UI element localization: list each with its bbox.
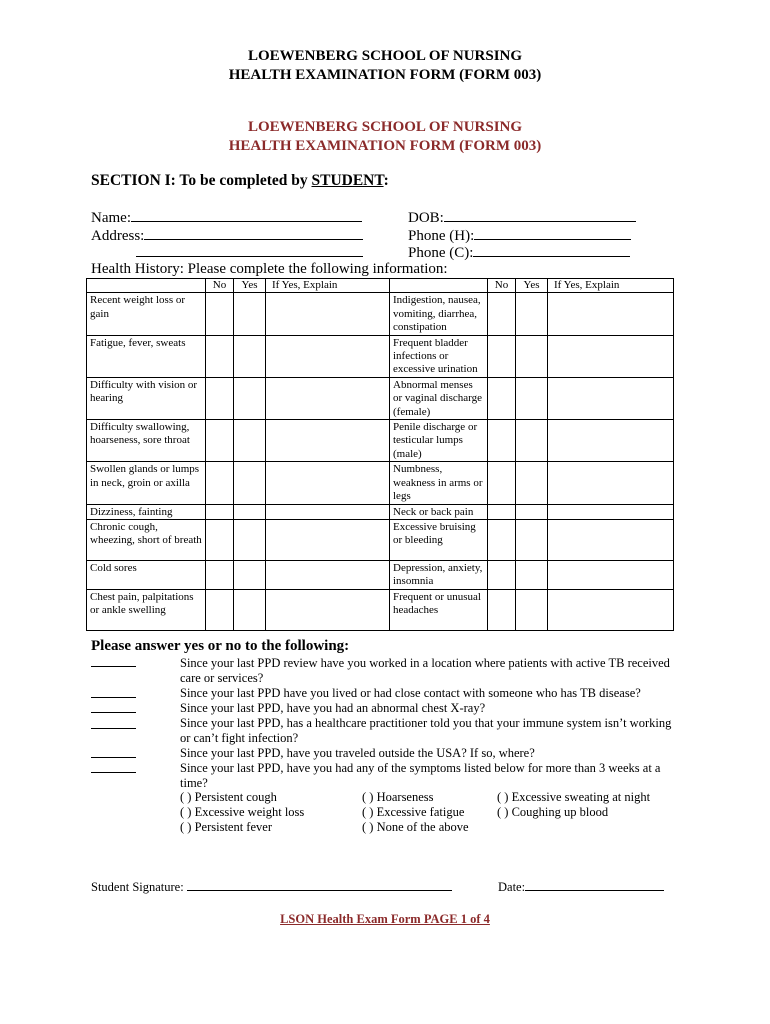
health-history-intro: Health History: Please complete the following information: [91, 261, 448, 277]
condition-right: Excessive bruising or bleeding [390, 519, 488, 560]
condition-left: Difficulty swallowing, hoarseness, sore throat [87, 420, 206, 462]
condition-left: Swollen glands or lumps in neck, groin or axilla [87, 462, 206, 504]
condition-left: Recent weight loss or gain [87, 293, 206, 335]
phone-c-field[interactable] [408, 242, 630, 262]
address-line-2[interactable] [136, 256, 363, 257]
no-cell[interactable] [488, 293, 516, 335]
address-field[interactable] [91, 225, 363, 245]
explain-cell[interactable] [266, 589, 390, 630]
no-cell[interactable] [488, 519, 516, 560]
section-heading [91, 172, 389, 190]
explain-cell[interactable] [548, 293, 674, 335]
condition-left: Difficulty with vision or hearing [87, 377, 206, 419]
condition-left: Fatigue, fever, sweats [87, 335, 206, 377]
table-row [87, 377, 674, 419]
no-cell[interactable] [488, 504, 516, 519]
explain-cell[interactable] [548, 560, 674, 589]
symptom-fatigue[interactable]: ( ) Excessive fatigue [362, 805, 465, 819]
address-line[interactable] [144, 225, 363, 240]
no-cell[interactable] [488, 560, 516, 589]
no-cell[interactable] [206, 462, 234, 504]
explain-cell[interactable] [548, 420, 674, 462]
table-row [87, 335, 674, 377]
yes-cell[interactable] [234, 293, 266, 335]
header-explain-right: If Yes, Explain [548, 279, 674, 293]
explain-cell[interactable] [548, 504, 674, 519]
explain-cell[interactable] [548, 589, 674, 630]
table-row [87, 560, 674, 589]
header-blank-right [390, 279, 488, 293]
yes-no-heading: Please answer yes or no to the following: [91, 638, 350, 654]
condition-right: Numbness, weakness in arms or legs [390, 462, 488, 504]
yes-cell[interactable] [516, 504, 548, 519]
answer-blank-6[interactable] [91, 772, 136, 773]
table-row [87, 519, 674, 560]
answer-blank-4[interactable] [91, 728, 136, 729]
answer-blank-2[interactable] [91, 697, 136, 698]
question-6: Since your last PPD, have you had any of the symptoms listed below for more than 3 weeks at a time? [180, 761, 661, 790]
yes-cell[interactable] [234, 462, 266, 504]
signature-label: Student Signature: [91, 880, 184, 894]
yes-cell[interactable] [516, 420, 548, 462]
symptom-weight-loss[interactable]: ( ) Excessive weight loss [180, 805, 305, 819]
yes-cell[interactable] [516, 589, 548, 630]
table-row [87, 462, 674, 504]
yes-cell[interactable] [516, 519, 548, 560]
condition-right: Indigestion, nausea, vomiting, diarrhea, constipation [390, 293, 488, 335]
yes-cell[interactable] [234, 560, 266, 589]
symptom-coughing-blood[interactable]: ( ) Coughing up blood [497, 805, 609, 819]
explain-cell[interactable] [266, 335, 390, 377]
no-cell[interactable] [206, 335, 234, 377]
condition-right: Neck or back pain [390, 504, 488, 519]
symptom-hoarseness[interactable]: ( ) Hoarseness [362, 790, 434, 804]
school-name: LOEWENBERG SCHOOL OF NURSING [247, 48, 523, 64]
date-line[interactable] [525, 878, 664, 891]
signature-line[interactable] [187, 878, 452, 891]
no-cell[interactable] [206, 420, 234, 462]
explain-cell[interactable] [266, 377, 390, 419]
header-no-right: No [488, 279, 516, 293]
section-suffix: : [383, 172, 389, 189]
question-2: Since your last PPD have you lived or had close contact with someone who has TB disease? [180, 686, 641, 700]
form-title-red: HEALTH EXAMINATION FORM (FORM 003) [228, 138, 542, 154]
no-cell[interactable] [488, 377, 516, 419]
phone-h-line[interactable] [474, 225, 631, 240]
yes-cell[interactable] [516, 293, 548, 335]
no-cell[interactable] [488, 589, 516, 630]
phone-c-line[interactable] [473, 242, 630, 257]
yes-cell[interactable] [516, 560, 548, 589]
phone-c-label: Phone (C): [408, 245, 474, 261]
table-row [87, 420, 674, 462]
no-cell[interactable] [488, 462, 516, 504]
header-yes-right: Yes [516, 279, 548, 293]
explain-cell[interactable] [548, 335, 674, 377]
no-cell[interactable] [206, 504, 234, 519]
yes-cell[interactable] [516, 462, 548, 504]
table-row [87, 504, 674, 519]
dob-label: DOB: [408, 210, 444, 226]
explain-cell[interactable] [266, 420, 390, 462]
answer-blank-1[interactable] [91, 666, 136, 667]
explain-cell[interactable] [266, 462, 390, 504]
condition-right: Penile discharge or testicular lumps (male) [390, 420, 488, 462]
explain-cell[interactable] [266, 293, 390, 335]
no-cell[interactable] [206, 589, 234, 630]
yes-cell[interactable] [234, 589, 266, 630]
explain-cell[interactable] [548, 519, 674, 560]
dob-field[interactable] [408, 207, 636, 227]
question-4: Since your last PPD, has a healthcare practitioner told you that your immune system isn’t working or can’t fight infection? [180, 716, 672, 745]
no-cell[interactable] [206, 377, 234, 419]
section-student: STUDENT [311, 172, 384, 189]
form-title: HEALTH EXAMINATION FORM (FORM 003) [228, 67, 542, 83]
name-line[interactable] [131, 207, 362, 222]
condition-right: Frequent bladder infections or excessive urination [390, 335, 488, 377]
symptom-night-sweats[interactable]: ( ) Excessive sweating at night [497, 790, 651, 804]
header-yes: Yes [234, 279, 266, 293]
explain-cell[interactable] [548, 462, 674, 504]
no-cell[interactable] [206, 560, 234, 589]
header-explain: If Yes, Explain [266, 279, 390, 293]
answer-blank-5[interactable] [91, 757, 136, 758]
yes-cell[interactable] [234, 420, 266, 462]
no-cell[interactable] [488, 335, 516, 377]
yes-cell[interactable] [234, 377, 266, 419]
condition-left: Chest pain, palpitations or ankle swelling [87, 589, 206, 630]
yes-cell[interactable] [516, 335, 548, 377]
question-1: Since your last PPD review have you worked in a location where patients with active TB received care or services? [180, 656, 670, 685]
health-history-table [86, 278, 674, 631]
page-footer: LSON Health Exam Form PAGE 1 of 4 [280, 912, 490, 926]
header-blank-left [87, 279, 206, 293]
condition-right: Frequent or unusual headaches [390, 589, 488, 630]
date-field[interactable] [498, 878, 664, 895]
condition-left: Cold sores [87, 560, 206, 589]
name-label: Name: [91, 210, 131, 226]
symptom-persistent-cough[interactable]: ( ) Persistent cough [180, 790, 277, 804]
condition-left: Chronic cough, wheezing, short of breath [87, 519, 206, 560]
explain-cell[interactable] [266, 560, 390, 589]
yes-cell[interactable] [234, 504, 266, 519]
school-name-red: LOEWENBERG SCHOOL OF NURSING [247, 119, 523, 135]
explain-cell[interactable] [266, 519, 390, 560]
table-row [87, 589, 674, 630]
dob-line[interactable] [444, 207, 636, 222]
symptom-none[interactable]: ( ) None of the above [362, 820, 469, 834]
condition-left: Dizziness, fainting [87, 504, 206, 519]
table-row [87, 293, 674, 335]
yes-cell[interactable] [234, 335, 266, 377]
explain-cell[interactable] [266, 504, 390, 519]
symptom-persistent-fever[interactable]: ( ) Persistent fever [180, 820, 272, 834]
signature-field[interactable] [91, 878, 452, 895]
explain-cell[interactable] [548, 377, 674, 419]
header-no: No [206, 279, 234, 293]
question-3: Since your last PPD, have you had an abnormal chest X-ray? [180, 701, 486, 715]
question-5: Since your last PPD, have you traveled outside the USA? If so, where? [180, 746, 535, 760]
table-header-row [87, 279, 674, 293]
no-cell[interactable] [488, 420, 516, 462]
yes-cell[interactable] [516, 377, 548, 419]
date-label: Date: [498, 880, 526, 894]
no-cell[interactable] [206, 293, 234, 335]
no-cell[interactable] [206, 519, 234, 560]
name-field[interactable] [91, 207, 362, 227]
yes-cell[interactable] [234, 519, 266, 560]
address-label: Address: [91, 228, 145, 244]
section-prefix: SECTION I: To be completed by [91, 172, 312, 189]
condition-right: Abnormal menses or vaginal discharge (female) [390, 377, 488, 419]
condition-right: Depression, anxiety, insomnia [390, 560, 488, 589]
answer-blank-3[interactable] [91, 712, 136, 713]
phone-h-label: Phone (H): [408, 228, 475, 244]
